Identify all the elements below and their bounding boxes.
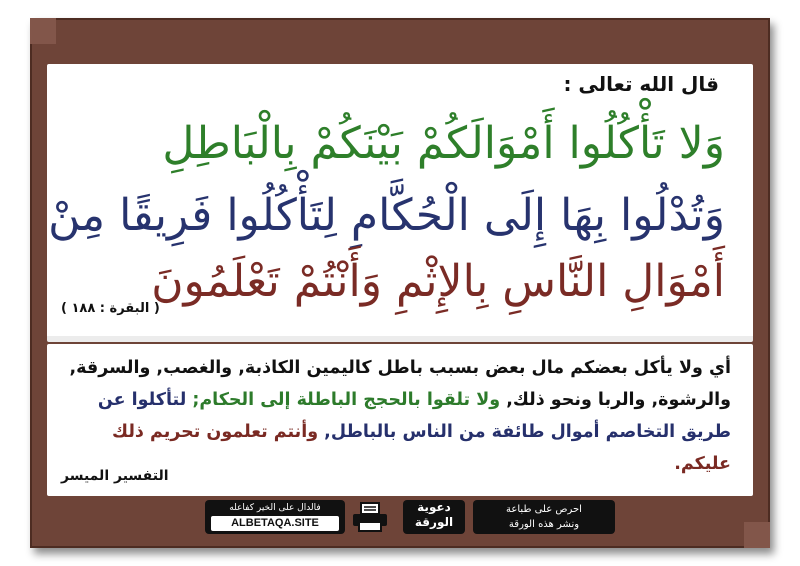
brand-logo	[403, 500, 465, 534]
tafsir-card	[47, 344, 753, 496]
verse-line: وَتُدْلُوا بِهَا إِلَى الْحُكَّامِ لِتَأْكُلُوا فَرِيقًا مِنْ	[48, 190, 725, 241]
logo-line: الورقة	[414, 515, 454, 529]
tafsir-segment: وأنتم تعلمون تحريم ذلك عليكم.	[112, 422, 731, 474]
frame-corner	[30, 18, 56, 44]
tafsir-source: التفسير الميسر	[61, 468, 169, 484]
footer-banner	[205, 500, 615, 534]
tafsir-text	[61, 352, 731, 480]
site-tagline: فالدال على الخير كفاعله	[229, 503, 321, 513]
print-reminder-line: ونشر هذه الورقة	[508, 519, 580, 530]
site-url[interactable]: ALBETAQA.SITE	[211, 516, 339, 531]
verse-card	[47, 64, 753, 342]
verse-intro: قال الله تعالى :	[563, 72, 719, 96]
site-badge[interactable]	[205, 500, 345, 534]
verse-reference: ( البقرة : ١٨٨ )	[61, 301, 160, 316]
verse-line: وَلا تَأْكُلُوا أَمْوَالَكُمْ بَيْنَكُمْ بِالْبَاطِلِ	[162, 118, 725, 169]
logo-line: دعوية	[417, 500, 451, 514]
tafsir-segment: أي ولا يأكل بعضكم مال بعض بسبب باطل كاليمين الكاذبة, والغصب, والسرقة, والرشوة, والربا ونحو ذلك,	[69, 358, 731, 410]
print-reminder-line: احرص على طباعة	[506, 504, 582, 515]
printer-icon	[350, 502, 390, 532]
tafsir-segment: لتأكلوا عن طريق التخاصم أموال طائفة من الناس بالباطل,	[97, 390, 731, 442]
tafsir-segment: ولا تلقوا بالحجج الباطلة إلى الحكام;	[192, 390, 501, 410]
frame-corner	[744, 522, 770, 548]
print-reminder	[473, 500, 615, 534]
verse-line: أَمْوَالِ النَّاسِ بِالإِثْمِ وَأَنْتُمْ تَعْلَمُونَ	[151, 256, 725, 307]
